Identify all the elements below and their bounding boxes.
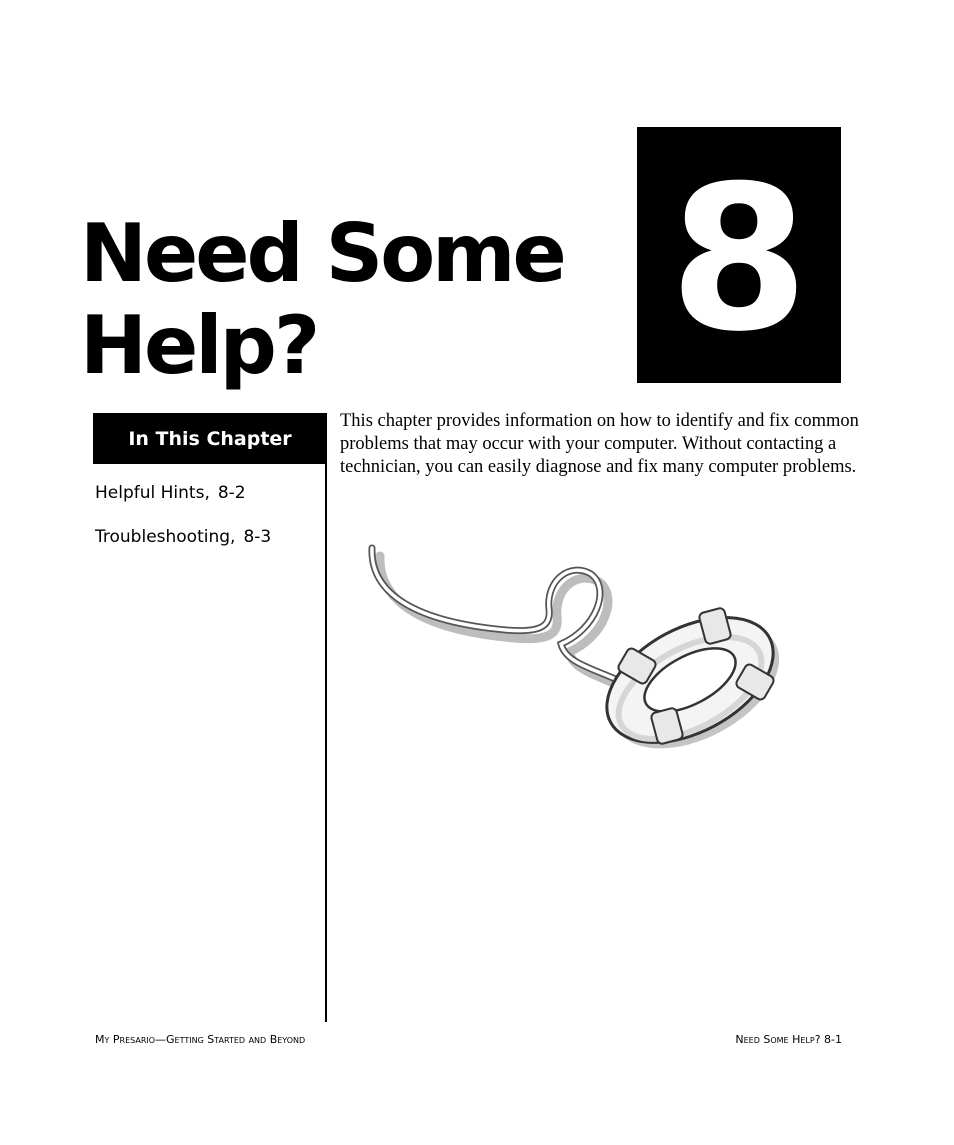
chapter-title-line-2: Help? <box>80 299 318 392</box>
toc-item-page: 8-3 <box>243 527 272 547</box>
chapter-title-line-1: Need Some <box>80 207 564 300</box>
footer-page-number: Need Some Help? 8-1 <box>735 1033 842 1046</box>
chapter-title <box>80 208 564 392</box>
footer-book-title: My Presario—Getting Started and Beyond <box>95 1033 306 1046</box>
toc-item-label: Helpful Hints, <box>95 483 210 503</box>
life-preserver-icon <box>360 538 800 770</box>
toc-item-troubleshooting[interactable] <box>95 527 271 547</box>
sidebar-divider <box>325 413 327 1022</box>
toc-item-helpful-hints[interactable] <box>95 483 246 503</box>
toc-item-page: 8-2 <box>217 483 246 503</box>
chapter-number-box <box>637 127 841 383</box>
chapter-number: 8 <box>669 143 809 376</box>
toc-item-label: Troubleshooting, <box>95 527 236 547</box>
intro-paragraph: This chapter provides information on how to identify and fix common problems that may occur with your computer. Without contacting a technician, you can easily diagnose and fix many computer problems. <box>340 411 859 477</box>
sidebar-header: In This Chapter <box>93 413 327 464</box>
